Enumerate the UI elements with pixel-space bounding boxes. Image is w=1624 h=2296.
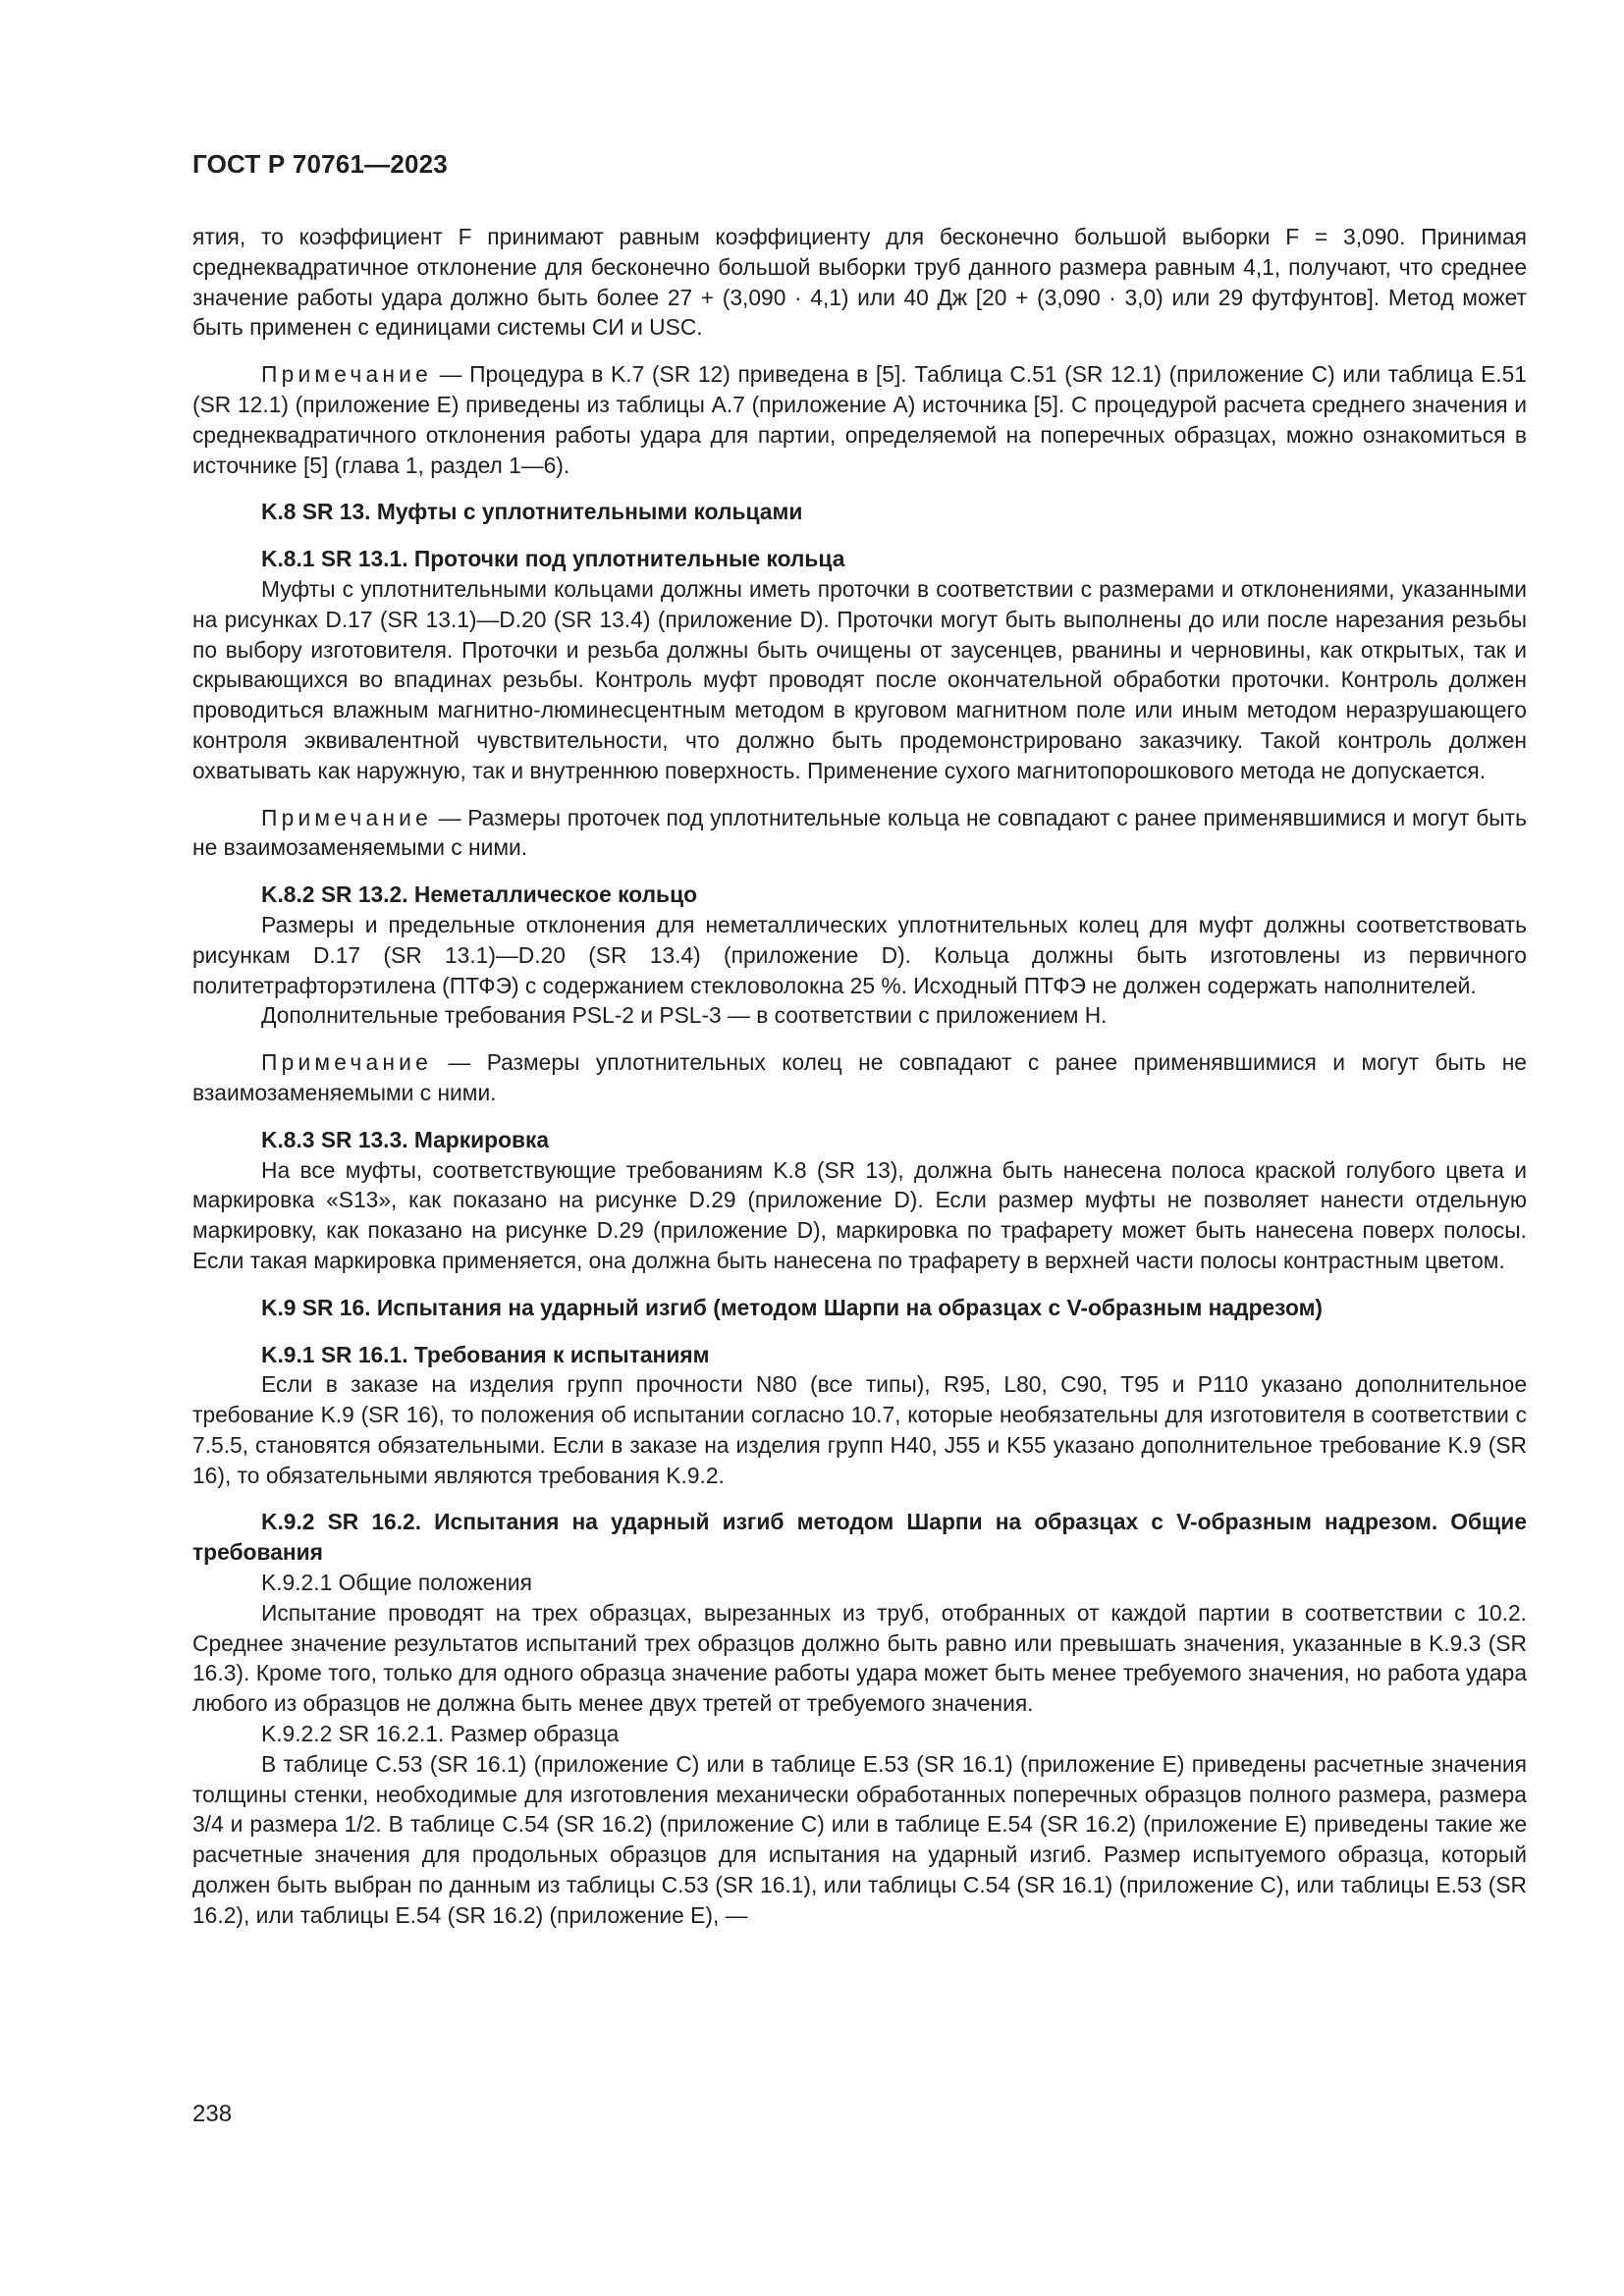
heading-k9: K.9 SR 16. Испытания на ударный изгиб (методом Шарпи на образцах с V-образным надрезом)	[261, 1294, 1324, 1320]
note-2	[192, 803, 1527, 864]
note-1	[192, 359, 1527, 480]
note-1-label: Примечание	[261, 361, 432, 388]
page-number: 238	[192, 2101, 233, 2127]
heading-k81: K.8.1 SR 13.1. Проточки под уплотнительные кольца	[261, 546, 845, 572]
heading-k8: K.8 SR 13. Муфты с уплотнительными кольцами	[261, 499, 803, 525]
heading-k91: K.9.1 SR 16.1. Требования к испытаниям	[261, 1341, 710, 1367]
document-body	[192, 222, 1527, 1931]
heading-k92: K.9.2 SR 16.2. Испытания на ударный изгиб методом Шарпи на образцах с V-образным надрезом. Общие требования	[192, 1509, 1527, 1566]
note-2-text: — Размеры проточек под уплотнительные кольца не совпадают с ранее применявшимися и могут быть не взаимозаменяемыми с ними.	[192, 804, 1527, 861]
heading-k83: K.8.3 SR 13.3. Маркировка	[261, 1126, 550, 1152]
paragraph-k82: Размеры и предельные отклонения для неметаллических уплотнительных колец для муфт должны соответствовать рисункам D.17 (SR 13.1)—D.20 (SR 13.4) (приложение D). Кольца должны быть изготовлены из первичного политетрафторэтилена (ПТФЭ) с содержанием стекловолокна 25 %. Исходный ПТФЭ не должен содержать наполнителей.	[192, 911, 1527, 998]
subheading-k922: K.9.2.2 SR 16.2.1. Размер образца	[261, 1721, 620, 1747]
note-3-text: — Размеры уплотнительных колец не совпадают с ранее применявшимися и могут быть не взаимозаменяемыми с ними.	[192, 1049, 1527, 1105]
heading-k82: K.8.2 SR 13.2. Неметаллическое кольцо	[261, 881, 698, 908]
note-2-label: Примечание	[261, 804, 432, 830]
note-3	[192, 1047, 1527, 1108]
paragraph-k921: Испытание проводят на трех образцах, вырезанных из труб, отобранных от каждой партии в соответствии с 10.2. Среднее значение результатов испытаний трех образцов должно быть равно или превышать значения, указанные в K.9.3 (SR 16.3). Кроме того, только для одного образца значение работы удара может быть менее требуемого значения, но работа удара любого из образцов не должна быть менее двух третей от требуемого значения.	[192, 1599, 1527, 1717]
paragraph-k81: Муфты с уплотнительными кольцами должны иметь проточки в соответствии с размерами и отклонениями, указанными на рисунках D.17 (SR 13.1)—D.20 (SR 13.4) (приложение D). Проточки могут быть выполнены до или после нарезания резьбы по выбору изготовителя. Проточки и резьба должны быть очищены от заусенцев, рванины и черновины, как открытых, так и скрывающихся во впадинах резьбы. Контроль муфт проводят после окончательной обработки проточки. Контроль должен проводиться влажным магнитно-люминесцентным методом в круговом магнитном поле или иным методом неразрушающего контроля эквивалентной чувствительности, что должно быть продемонстрировано заказчику. Такой контроль должен охватывать как наружную, так и внутреннюю поверхность. Применение сухого магнитопорошкового метода не допускается.	[192, 575, 1527, 783]
note-1-text: — Процедура в K.7 (SR 12) приведена в [5]. Таблица C.51 (SR 12.1) (приложение С) или таблица Е.51 (SR 12.1) (приложение Е) приведены из таблицы А.7 (приложение А) источника [5]. С процедурой расчета среднего значения и среднеквадратичного отклонения работы удара для партии, определяемой на поперечных образцах, можно ознакомиться в источнике [5] (глава 1, раздел 1—6).	[192, 361, 1527, 478]
subheading-k921: K.9.2.1 Общие положения	[261, 1570, 532, 1596]
paragraph-k82-additional: Дополнительные требования PSL-2 и PSL-3 — в соответствии с приложением Н.	[261, 1002, 1108, 1029]
paragraph-k91: Если в заказе на изделия групп прочности N80 (все типы), R95, L80, C90, T95 и P110 указано дополнительное требование K.9 (SR 16), то положения об испытании согласно 10.7, которые необязательны для изготовителя в соответствии с 7.5.5, становятся обязательными. Если в заказе на изделия групп H40, J55 и K55 указано дополнительное требование K.9 (SR 16), то обязательными являются требования K.9.2.	[192, 1371, 1527, 1488]
document-header: ГОСТ Р 70761—2023	[192, 149, 448, 179]
intro-paragraph: ятия, то коэффициент F принимают равным коэффициенту для бесконечно большой выборки F = 3,090. Принимая среднеквадратичное отклонение для бесконечно большой выборки труб данного размера равным 4,1, получают, что среднее значение работы удара должно быть более 27 + (3,090 · 4,1) или 40 Дж [20 + (3,090 · 3,0) или 29 футфунтов]. Метод может быть применен с единицами системы СИ и USC.	[192, 224, 1527, 341]
note-3-label: Примечание	[261, 1049, 432, 1076]
paragraph-k83: На все муфты, соответствующие требованиям K.8 (SR 13), должна быть нанесена полоса краской голубого цвета и маркировка «S13», как показано на рисунке D.29 (приложение D). Если размер муфты не позволяет нанести отдельную маркировку, как показано на рисунке D.29 (приложение D), маркировка по трафарету может быть нанесена поверх полосы. Если такая маркировка применяется, она должна быть нанесена по трафарету в верхней части полосы контрастным цветом.	[192, 1156, 1527, 1273]
paragraph-k922: В таблице C.53 (SR 16.1) (приложение С) или в таблице Е.53 (SR 16.1) (приложение Е) приведены расчетные значения толщины стенки, необходимые для изготовления механически обработанных поперечных образцов полного размера, размера 3/4 и размера 1/2. В таблице C.54 (SR 16.2) (приложение С) или в таблице Е.54 (SR 16.2) (приложение Е) приведены такие же расчетные значения для продольных образцов для испытания на ударный изгиб. Размер испытуемого образца, который должен быть выбран по данным из таблицы C.53 (SR 16.1), или таблицы C.54 (SR 16.1) (приложение С), или таблицы Е.53 (SR 16.2), или таблицы Е.54 (SR 16.2) (приложение Е), —	[192, 1750, 1527, 1928]
